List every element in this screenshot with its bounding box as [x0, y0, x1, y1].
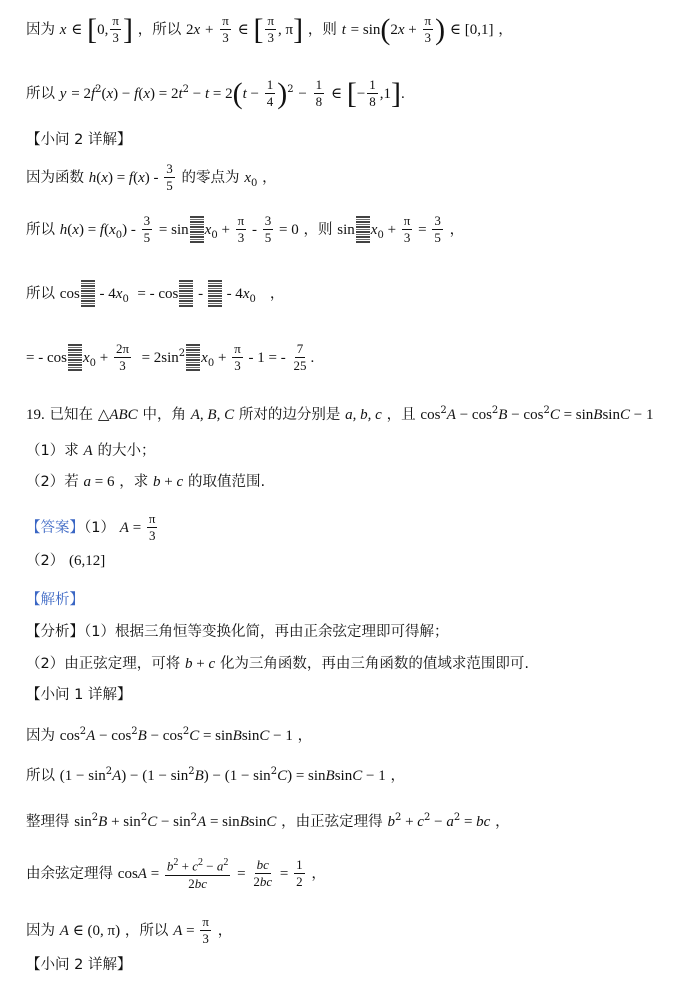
solution-line-2: 所以 $y = 2f^2(x) - f(x) = 2t^2 - t = 2(t$ − $\frac{1}{4}$ )$^2$ − $\frac{1}{8}$ ∈ [− $\frac{1}{8}$ ,1]. [26, 76, 405, 110]
garbled-bracket-glyph [179, 280, 193, 308]
answer-line-1: 【答案】（1） A = $\frac{\pi}{3}$ [26, 511, 156, 544]
solution-19-line-3: 整理得 $\sin^2B + \sin^2C - \sin^2A$ = sinBsinC ，由正弦定理得 $b^2 + c^2 - a^2$ = bc ， [26, 812, 510, 830]
garbled-bracket-glyph [68, 344, 82, 372]
answer-line-2: （2） (6,12] [26, 553, 106, 569]
section-heading-sub1: 【小问 1 详解】 [26, 687, 132, 703]
problem-19-statement: 19. 已知在 △ABC 中，角 A, B, C 所对的边分别是 a, b, c ，且 $\cos^2A - \cos^2B - \cos^2C$ = sinBsinC − 1 [26, 405, 654, 423]
garbled-bracket-glyph [356, 216, 370, 244]
solution-19-line-1: 因为 $\cos^2A - \cos^2B - \cos^2C$ = sinBsinC − 1 ， [26, 726, 313, 744]
solution-19-line-2: 所以 $(1 - \sin^2A) - (1 - \sin^2B) - (1 - \sin^2C)$ = sinBsinC − 1 ， [26, 766, 405, 784]
solution-19-line-4: 由余弦定理得 cosA = $\frac{b^2 + c^2 - a^2}{2bc}$ = $\frac{bc}{2bc}$ = $\frac{1}{2}$ ， [26, 857, 326, 891]
problem-19-part-1: （1）求 A 的大小； [26, 443, 156, 459]
analysis-line-2: （2）由正弦定理，可将 b + c 化为三角函数，再由三角函数的值域求范围即可. [26, 656, 530, 672]
solution-line-5: 所以 $h(x) = f(x_0)$ - $\frac{3}{5}$ = $\sin x_0$ + $\frac{\pi}{3}$ - $\frac{3}{5}$ = 0 ，则 $\sin x_0$ + $\frac{\pi}{3}$ = $\frac{3}{5}$ ， [26, 213, 465, 246]
answer-tag: 【答案】 [26, 519, 84, 536]
analysis-tag: 【解析】 [26, 592, 84, 608]
garbled-bracket-glyph [190, 216, 204, 244]
solution-line-1: 因为 x ∈ [0, $\frac{\pi}{3}$ ] ，所以 2x + $\frac{\pi}{3}$ ∈ [ $\frac{\pi}{3}$ , π] ，则 t = sin(2x + $\frac{\pi}{3}$ ) ∈ [0,1] ， [26, 12, 513, 46]
solution-line-6: 所以 cos - $4x_0$ = - cos - - $4x_0$ ， [26, 280, 284, 308]
analysis-line-1: 【分析】（1）根据三角恒等变换化简，再由正余弦定理即可得解； [26, 624, 449, 640]
garbled-bracket-glyph [186, 344, 200, 372]
solution-19-line-5: 因为 A ∈ (0, π) ，所以 A = $\frac{\pi}{3}$ ， [26, 914, 233, 947]
solution-line-7: = - $\cos x_0$ + $\frac{2\pi}{3}$ = $2\sin^2$ $x_0$ + $\frac{\pi}{3}$ - 1 = - $\frac{7}{25}$ . [26, 341, 315, 374]
garbled-bracket-glyph [81, 280, 95, 308]
section-heading-sub2: 【小问 2 详解】 [26, 132, 132, 148]
garbled-bracket-glyph [208, 280, 222, 308]
solution-line-4: 因为函数 h(x) = f(x) - $\frac{3}{5}$ 的零点为 $x_0$ ， [26, 161, 277, 194]
problem-19-part-2: （2）若 a = 6 ，求 b + c 的取值范围. [26, 474, 266, 490]
section-heading-sub2-second: 【小问 2 详解】 [26, 957, 132, 973]
